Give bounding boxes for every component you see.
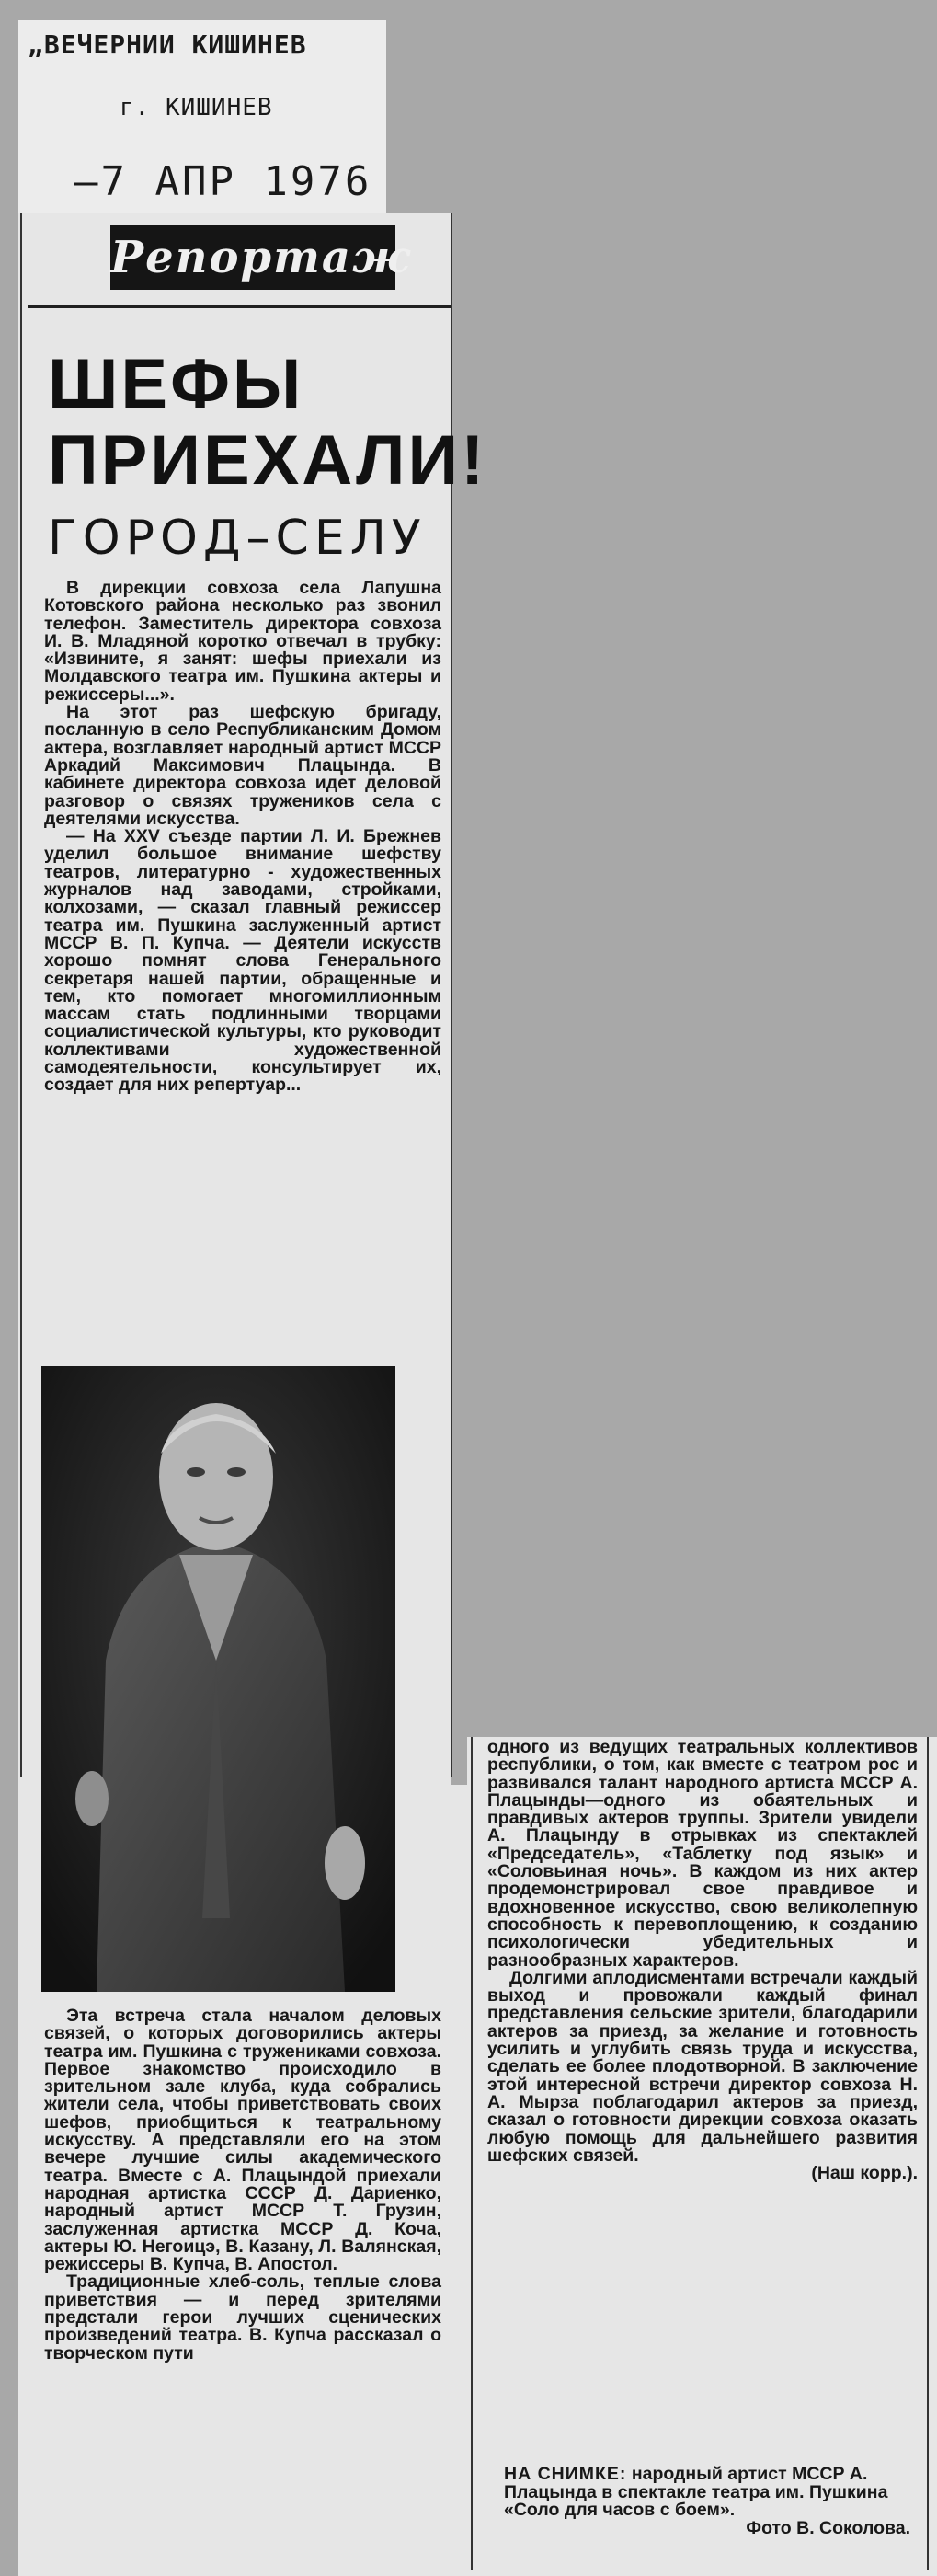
column-rule-left: [20, 213, 22, 1777]
paragraph: Эта встреча стала началом деловых связей, о которых договорились актеры театра им. Пушкина с тружениками совхоза. Первое знакомство происходило в зрительном зале клуба, куда собрались жители села, чтобы приветствовать своих шефов, приобщиться к театральному искусству. А представляли его на этом вечере лучшие силы академического театра. Вместе с А. Плацындой приехали народная артистка СССР Д. Дариенко, народный артист МССР Т. Грузин, заслуженная артистка МССР Д. Коча, актеры Ю. Негоицэ, В. Казану, Л. Валянская, режиссеры В. Купча, В. Апостол.: [44, 2006, 441, 2275]
paragraph: Традиционные хлеб-соль, теплые слова приветствия — и перед зрителями предстали герои лучших сценических произведений театра. В. Купча рассказал о творческом пути: [44, 2271, 441, 2363]
photo-credit: Фото В. Соколова.: [746, 2517, 910, 2538]
article-text-left-bottom: [44, 2007, 441, 2363]
stamp-date: –7 АПР 1976: [74, 158, 372, 205]
article-photo: [41, 1366, 395, 1992]
paragraph: — На XXV съезде партии Л. И. Брежнев уделил большое внимание шефству театров, литературно - художественных журналов над заводами, стройками, колхозами, — сказал главный режиссер театра им. Пушкина заслуженный артист МССР В. П. Купча. — Деятели искусств хорошо помнят слова Генерального секретаря нашей партии, обращенные и тем, кто помогает многомиллионным массам стать подлинными творцами социалистической культуры, кто руководит коллективами художественной самодеятельности, консультирует их, создает для них репертуар...: [44, 826, 441, 1096]
caption-label: НА СНИМКЕ:: [504, 2464, 627, 2484]
article-text-right: [487, 1739, 918, 2182]
paragraph: Долгими аплодисментами встречали каждый выход и провожали каждый финал представления сельские зрители, благодарили актеров за приезд, за желание и готовность усилить и углубить связь труда и искусства, сделать ее более плодотворной. В заключение этой интересной встречи директор совхоза Н. А. Мырза поблагодарил актеров за приезд, сказал о готовности дирекции совхоза оказать любую помощь для дальнейшего развития шефских связей.: [487, 1967, 918, 2166]
actor-portrait-photo: [41, 1366, 395, 1992]
caption-text: народный артист МССР А. Плацында в спектакле театра им. Пушкина «Соло для часов с боем».: [504, 2464, 888, 2520]
paragraph: одного из ведущих театральных коллективов республики, о том, как вместе с театром рос и развивался талант народного артиста МССР А. Плацынды—одного из обаятельных и правдивых актеров труппы. Зрители увидели А. Плацынду в отрывках из спектаклей «Председатель», «Таблетку под язык» и «Соловьиная ночь». В каждом из них актер продемонстрировал свое правдивое и вдохновенное искусство, свою великолепную способность к перевоплощению, к созданию психологически убедительных и разнообразных характеров.: [487, 1737, 918, 1971]
paragraph: В дирекции совхоза села Лапушна Котовского района несколько раз звонил телефон. Заместитель директора совхоза И. В. Младяной коротко отвечал в трубку: «Извините, я занят: шефы приехали из Молдавского театра им. Пушкина актеры и режиссеры...».: [44, 578, 441, 705]
byline: (Наш корр.).: [811, 2163, 918, 2184]
rubric-rule: [28, 305, 451, 308]
article-text-left-top: [44, 580, 441, 1095]
subheadline: ГОРОД–СЕЛУ: [48, 511, 427, 566]
archive-stamp: [18, 20, 386, 213]
stamp-city: г. КИШИНЕВ: [120, 94, 273, 121]
rubric-reportage: Репортаж: [110, 225, 395, 290]
column-rule-middle: [471, 1737, 473, 2570]
photo-caption: [504, 2466, 918, 2537]
column-rule-far-right: [927, 1737, 929, 2570]
paragraph: На этот раз шефскую бригаду, посланную в село Республиканским Домом актера, возглавляет народный артист МССР Аркадий Максимович Плацында. В кабинете директора совхоза идет деловой разговор о связях тружеников села с деятелями искусства.: [44, 702, 441, 829]
headline-line-2: ПРИЕХАЛИ!: [48, 421, 487, 500]
stamp-newspaper-name: „ВЕЧЕРНИИ КИШИНЕВ: [28, 29, 307, 60]
headline-line-1: ШЕФЫ: [48, 345, 304, 423]
